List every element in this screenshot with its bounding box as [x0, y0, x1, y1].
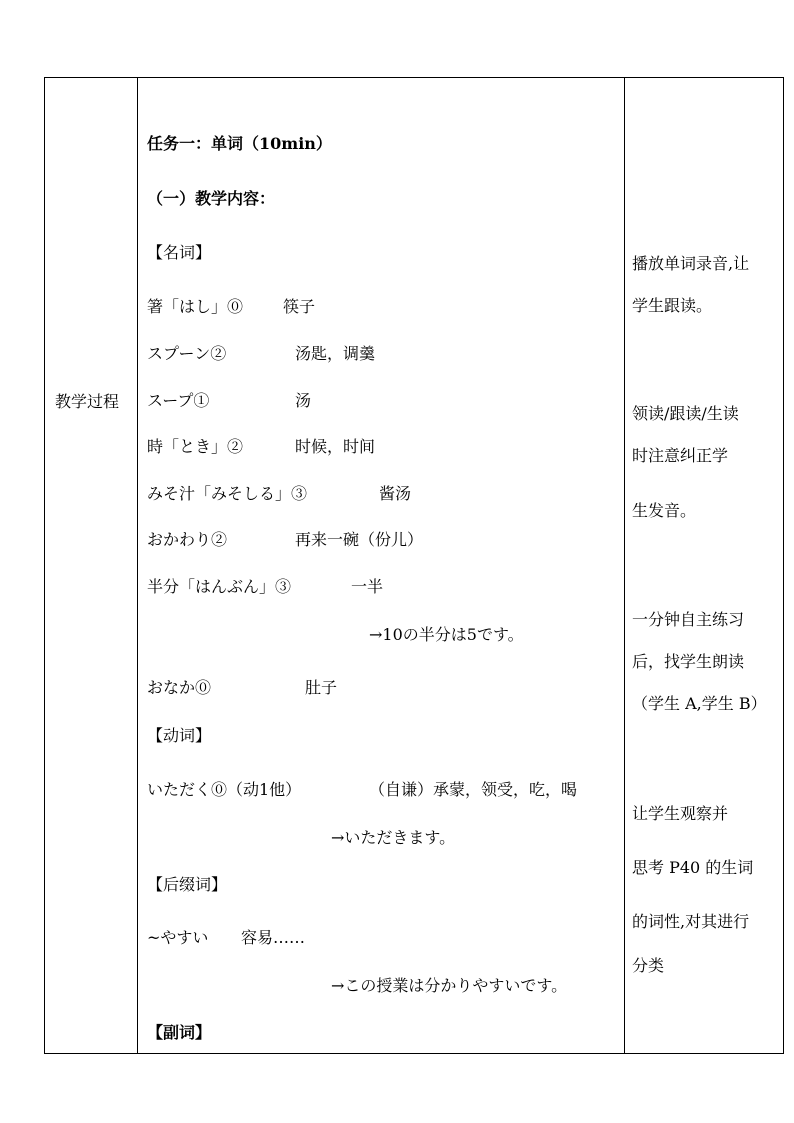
section-title: （一）教学内容：	[147, 189, 276, 208]
noun-meaning: 汤匙，调羹	[295, 344, 376, 363]
example-sentence: →この授業は分かりやすいです。	[331, 976, 568, 995]
noun-word: 半分「はんぶん」③	[147, 577, 292, 596]
lesson-table	[44, 77, 784, 1054]
note-line: （学生 A,学生 B）	[632, 694, 767, 713]
noun-word: スプーン②	[147, 344, 227, 363]
note-line: 领读/跟读/生读	[632, 404, 739, 423]
noun-word: 時「とき」②	[147, 437, 244, 456]
example-sentence: →いただきます。	[331, 828, 456, 847]
note-line: 播放单词录音,让	[632, 254, 750, 273]
verb-meaning: （自谦）承蒙，领受，吃，喝	[369, 780, 578, 799]
noun-word: スープ①	[147, 391, 210, 410]
note-line: 时注意纠正学	[632, 446, 729, 465]
noun-meaning: 时候，时间	[295, 437, 376, 456]
noun-word: おなか⓪	[147, 678, 212, 697]
note-line: 思考 P40 的生词	[632, 858, 754, 877]
note-line: 让学生观察并	[632, 804, 729, 823]
noun-meaning: 汤	[295, 391, 312, 410]
noun-meaning: 酱汤	[379, 484, 412, 503]
noun-meaning: 肚子	[305, 678, 338, 697]
note-line: 学生跟读。	[632, 296, 713, 315]
teaching-notes-cell	[626, 78, 784, 1053]
note-line: 后，找学生朗读	[632, 652, 745, 671]
note-line: 生发音。	[632, 501, 697, 520]
suffix-word: ~やすい	[147, 928, 209, 947]
verbs-header: 【动词】	[147, 726, 212, 745]
note-line: 一分钟自主练习	[632, 610, 745, 629]
row-label-cell	[45, 78, 138, 1053]
noun-meaning: 一半	[351, 577, 384, 596]
adverb-header: 【副词】	[147, 1023, 212, 1042]
noun-meaning: 再来一碗（份儿）	[295, 530, 424, 549]
teaching-content-cell	[139, 78, 625, 1053]
noun-meaning: 筷子	[283, 297, 316, 316]
task-title: 任务一：单词（10min）	[147, 134, 332, 153]
noun-word: みそ汁「みそしる」③	[147, 484, 308, 503]
suffix-meaning: 容易……	[241, 928, 306, 947]
verb-word: いただく⓪（动1他）	[147, 780, 302, 799]
note-line: 分类	[632, 956, 665, 975]
note-line: 的词性,对其进行	[632, 912, 750, 931]
noun-word: おかわり②	[147, 530, 228, 549]
example-sentence: →10の半分は5です。	[369, 625, 524, 644]
noun-word: 箸「はし」⓪	[147, 297, 244, 316]
suffix-header: 【后缀词】	[147, 875, 228, 894]
nouns-header: 【名词】	[147, 243, 212, 262]
row-label: 教学过程	[55, 392, 120, 411]
